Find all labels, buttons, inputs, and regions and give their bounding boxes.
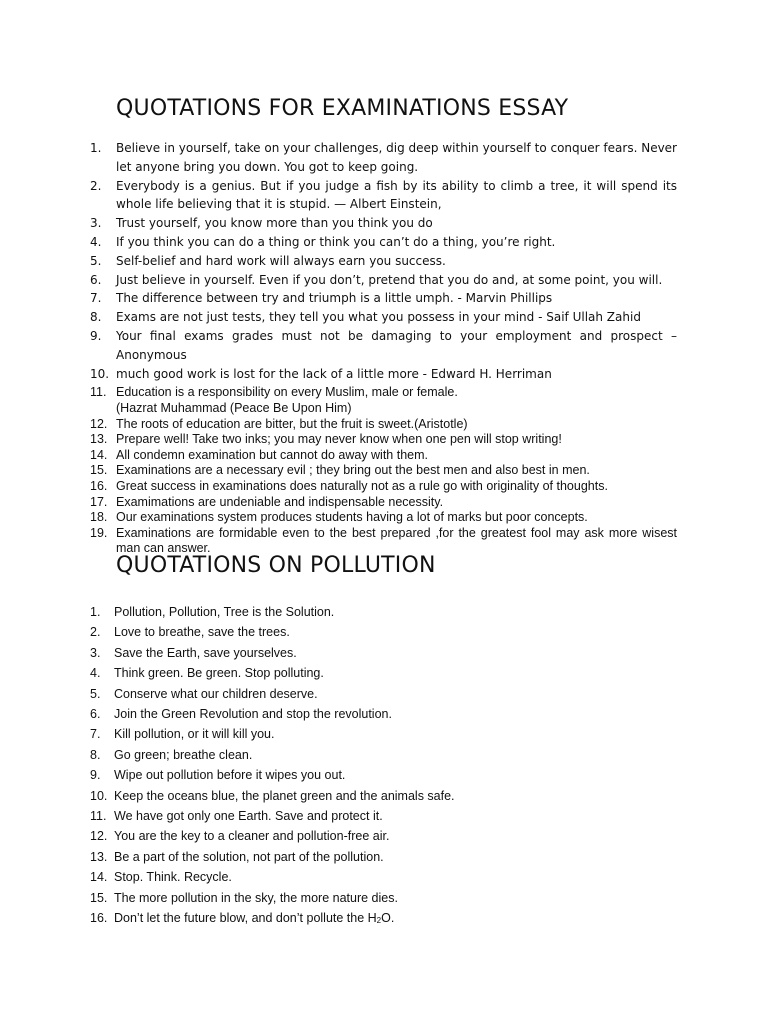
item-number: 1.	[90, 605, 101, 619]
list-item	[90, 847, 674, 867]
quote-text: If you think you can do a thing or think you can’t do a thing, you’re right.	[116, 234, 556, 249]
quote-text: Self-belief and hard work will always earn you success.	[116, 253, 446, 268]
quote-text: Join the Green Revolution and stop the revolution.	[114, 707, 392, 722]
list-item	[90, 447, 677, 464]
list-item	[90, 177, 677, 215]
quote-text: All condemn examination but cannot do away with them.	[116, 447, 428, 462]
quote-text: Education is a responsibility on every Muslim, male or female.	[116, 385, 458, 400]
item-number: 13.	[90, 849, 108, 864]
list-item	[90, 478, 677, 495]
item-number: 10.	[90, 788, 108, 803]
list-item	[90, 327, 677, 365]
subscript-two: 2	[376, 916, 382, 926]
list-item	[90, 510, 677, 526]
list-item	[90, 494, 677, 511]
item-number: 9.	[90, 768, 101, 783]
item-number: 16.	[90, 911, 108, 926]
list-item	[90, 806, 674, 826]
quote-text: We have got only one Earth. Save and protect it.	[114, 809, 383, 824]
quote-text: Exams are not just tests, they tell you what you possess in your mind - Saif Ullah Zahid	[116, 310, 641, 325]
list-item	[90, 308, 677, 327]
list-item	[90, 724, 674, 744]
list-item	[90, 214, 677, 233]
item-number: 5.	[90, 686, 101, 701]
quote-text: Keep the oceans blue, the planet green and the animals safe.	[114, 788, 455, 803]
quote-text-tail: O.	[381, 911, 395, 926]
quote-text: Believe in yourself, take on your challenges, dig deep within yourself to conquer fears. Never let anyone bring you down. You got to keep going.	[116, 141, 677, 174]
item-number: 12.	[90, 829, 108, 844]
item-number: 6.	[90, 707, 101, 722]
item-number: 11.	[90, 385, 107, 400]
quote-text: Go green; breathe clean.	[114, 747, 253, 762]
quote-text: Conserve what our children deserve.	[114, 686, 318, 701]
quote-text: Be a part of the solution, not part of the pollution.	[114, 849, 384, 864]
quote-text-main: Don’t let the future blow, and don’t pollute the H	[114, 911, 377, 926]
quote-text: Kill pollution, or it will kill you.	[114, 727, 275, 742]
list-item	[90, 602, 674, 622]
list-item	[90, 365, 677, 384]
list-item	[90, 233, 677, 252]
quote-text: You are the key to a cleaner and pollution-free air.	[114, 829, 390, 844]
item-number: 3.	[90, 216, 102, 231]
item-number: 14.	[90, 447, 108, 462]
list-item	[90, 704, 674, 724]
quote-text: The difference between try and triumph is a little umph. - Marvin Phillips	[116, 291, 553, 306]
item-number: 5.	[90, 253, 102, 268]
list-item	[90, 622, 674, 642]
quote-text: Just believe in yourself. Even if you don’t, pretend that you do and, at some point, you will.	[116, 272, 663, 287]
quote-text: Examinations are a necessary evil ; they bring out the best men and also best in men.	[116, 463, 590, 478]
list-item	[90, 745, 674, 765]
list-item	[90, 684, 674, 704]
list-item	[90, 643, 674, 663]
list-item	[90, 139, 677, 177]
item-number: 1.	[90, 141, 102, 155]
item-number: 8.	[90, 747, 101, 762]
quote-text: much good work is lost for the lack of a little more - Edward H. Herriman	[116, 366, 552, 381]
exams-heading: QUOTATIONS FOR EXAMINATIONS ESSAY	[116, 96, 569, 121]
quote-text: Pollution, Pollution, Tree is the Solution.	[114, 605, 335, 619]
quote-text: Examinations are formidable even to the best prepared ,for the greatest fool may ask more wisest man can answer.	[116, 525, 677, 556]
list-item	[90, 888, 674, 908]
item-number: 9.	[90, 328, 102, 343]
item-number: 18.	[90, 510, 108, 525]
exams-quote-list	[90, 139, 677, 557]
list-item	[90, 252, 677, 271]
item-number: 19.	[90, 525, 108, 540]
list-item	[90, 289, 677, 308]
list-item	[90, 271, 677, 290]
item-number: 11.	[90, 809, 107, 824]
quote-text: Our examinations system produces students having a lot of marks but poor concepts.	[116, 510, 588, 525]
quote-text: Think green. Be green. Stop polluting.	[114, 666, 324, 681]
quote-text: Everybody is a genius. But if you judge a fish by its ability to climb a tree, it will spend its whole life believing that it is stupid. — Albert Einstein,	[116, 178, 677, 212]
item-number: 10.	[90, 366, 110, 381]
item-number: 8.	[90, 310, 102, 325]
item-number: 17.	[90, 494, 108, 509]
item-number: 4.	[90, 666, 101, 681]
item-number: 6.	[90, 272, 102, 287]
quote-text: Save the Earth, save yourselves.	[114, 645, 297, 660]
list-item	[90, 765, 674, 785]
list-item	[90, 908, 674, 928]
quote-text: Examimations are undeniable and indispensable necessity.	[116, 494, 444, 509]
item-number: 13.	[90, 432, 108, 447]
quote-text: The more pollution in the sky, the more nature dies.	[114, 890, 398, 905]
list-item	[90, 416, 677, 433]
quote-text: Love to breathe, save the trees.	[114, 625, 290, 640]
item-number: 3.	[90, 645, 101, 660]
list-item	[90, 867, 674, 887]
quote-text: Stop. Think. Recycle.	[114, 870, 232, 885]
list-item	[90, 826, 674, 846]
item-number: 14.	[90, 870, 108, 885]
item-number: 15.	[90, 890, 108, 905]
quote-text: The roots of education are bitter, but the fruit is sweet.(Aristotle)	[116, 416, 468, 431]
item-number: 2.	[90, 625, 101, 640]
quote-text: Your final exams grades must not be damaging to your employment and prospect – Anonymous	[116, 328, 677, 362]
item-number: 7.	[90, 291, 102, 306]
item-number: 2.	[90, 178, 102, 193]
quote-text: Prepare well! Take two inks; you may never know when one pen will stop writing!	[116, 432, 562, 447]
pollution-quote-list	[90, 602, 674, 929]
pollution-heading: QUOTATIONS ON POLLUTION	[116, 553, 436, 578]
quote-text: Trust yourself, you know more than you think you do	[116, 216, 433, 231]
list-item	[90, 385, 677, 416]
item-number: 15.	[90, 463, 108, 478]
list-item	[90, 463, 677, 479]
list-item	[90, 786, 674, 806]
item-number: 12.	[90, 416, 108, 431]
item-number: 16.	[90, 478, 108, 493]
list-item	[90, 432, 677, 448]
item-number: 4.	[90, 234, 102, 249]
quote-text	[114, 908, 674, 928]
item-number: 7.	[90, 727, 101, 742]
quote-text: Wipe out pollution before it wipes you out.	[114, 768, 346, 783]
quote-text: Great success in examinations does naturally not as a rule go with originality of thoughts.	[116, 478, 608, 493]
quote-attribution: (Hazrat Muhammad (Peace Be Upon Him)	[116, 400, 352, 415]
list-item	[90, 663, 674, 683]
